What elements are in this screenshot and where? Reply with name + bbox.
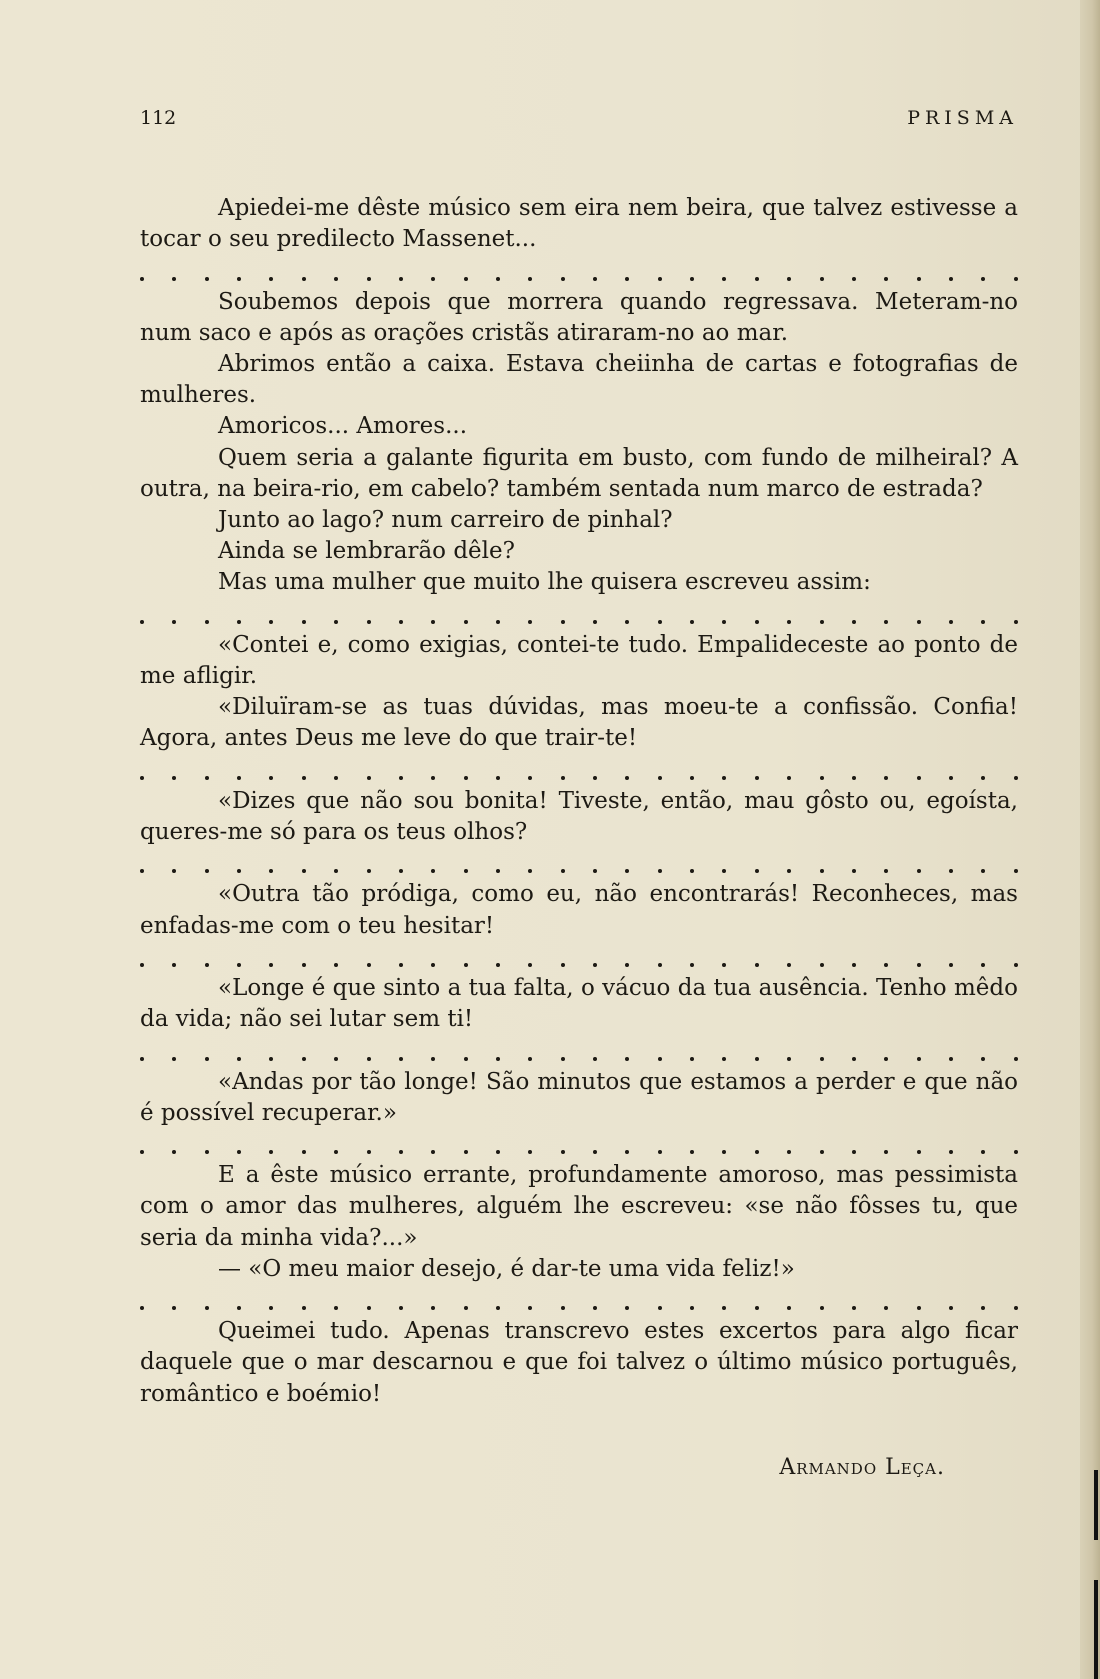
separator-dot: [917, 776, 921, 780]
running-title: PRISMA: [907, 107, 1018, 129]
separator-dot: [690, 869, 694, 873]
separator-dot: [690, 277, 694, 281]
separator-dot: [884, 620, 888, 624]
separator-dot: [690, 1150, 694, 1154]
separator-dot: [981, 869, 985, 873]
separator-dot: [140, 776, 144, 780]
separator-dot: [755, 1150, 759, 1154]
separator-dot: [981, 1306, 985, 1310]
separator-dot: [140, 620, 144, 624]
separator-dot: [917, 620, 921, 624]
separator-dot: [367, 620, 371, 624]
separator-dot: [593, 277, 597, 281]
separator-dot: [593, 1150, 597, 1154]
paragraph: Queimei tudo. Apenas transcrevo estes excertos para algo ficar daquele que o mar descarnou e que foi talvez o último músico português, romântico e boémio!: [140, 1318, 1018, 1407]
separator-dot: [561, 1306, 565, 1310]
separator-dot: [367, 1057, 371, 1061]
separator-dot: [140, 1150, 144, 1154]
separator-dot: [820, 1306, 824, 1310]
separator-dot: [205, 776, 209, 780]
separator-dot: [690, 1057, 694, 1061]
separator-dot: [302, 620, 306, 624]
paragraph: Junto ao lago? num carreiro de pinhal?: [218, 507, 673, 534]
paragraph: Apiedei-me dêste músico sem eira nem beira, que talvez estivesse a tocar o seu predilecto Massenet...: [140, 195, 1018, 253]
separator-dot: [658, 1306, 662, 1310]
separator-dot: [755, 1057, 759, 1061]
separator-dot: [755, 277, 759, 281]
separator-dot: [140, 869, 144, 873]
separator-dot: [237, 1150, 241, 1154]
separator-dot: [302, 963, 306, 967]
separator-dot: [722, 277, 726, 281]
separator-dot: [561, 963, 565, 967]
page-header: [140, 107, 1018, 135]
separator-dot: [496, 963, 500, 967]
separator-dot: [820, 1150, 824, 1154]
separator-dot: [722, 1057, 726, 1061]
separator-dot: [884, 277, 888, 281]
separator-dot: [787, 1057, 791, 1061]
separator-dot: [690, 963, 694, 967]
separator-dot: [464, 1306, 468, 1310]
separator-dot: [981, 776, 985, 780]
separator-dot: [334, 277, 338, 281]
author-signature: Armando Leça.: [779, 1455, 945, 1480]
separator-dot: [852, 776, 856, 780]
separator-dot: [593, 776, 597, 780]
separator-dot: [755, 1306, 759, 1310]
separator-dot: [949, 963, 953, 967]
separator-dot: [593, 620, 597, 624]
paragraph: Ainda se lembrarão dêle?: [218, 538, 515, 565]
separator-dot: [755, 776, 759, 780]
separator-dot: [1014, 963, 1018, 967]
separator-dot: [140, 1057, 144, 1061]
separator-dot: [334, 963, 338, 967]
separator-dot: [172, 1057, 176, 1061]
separator-dot: [399, 1150, 403, 1154]
separator-dot: [302, 277, 306, 281]
separator-dot: [981, 963, 985, 967]
separator-dot: [981, 620, 985, 624]
separator-dot: [496, 1306, 500, 1310]
separator-dot: [528, 277, 532, 281]
separator-dot: [949, 1057, 953, 1061]
paragraph: «Outra tão pródiga, como eu, não encontrarás! Reconheces, mas enfadas-me com o teu hesitar!: [140, 881, 1018, 939]
separator-dot: [658, 963, 662, 967]
separator-dot: [237, 963, 241, 967]
separator-dot: [496, 620, 500, 624]
separator-dot: [820, 963, 824, 967]
paragraph: «Dizes que não sou bonita! Tiveste, então, mau gôsto ou, egoísta, queres-me só para os teus olhos?: [140, 787, 1018, 846]
separator-dot: [528, 963, 532, 967]
separator-dot: [302, 776, 306, 780]
separator-dot: [431, 277, 435, 281]
separator-dot: [367, 1150, 371, 1154]
separator-dot: [496, 869, 500, 873]
separator-dot: [528, 869, 532, 873]
separator-dot: [852, 963, 856, 967]
ellipsis-separator: [140, 942, 1018, 973]
separator-dot: [722, 1150, 726, 1154]
separator-dot: [334, 776, 338, 780]
separator-dot: [205, 963, 209, 967]
separator-dot: [949, 776, 953, 780]
separator-dot: [367, 869, 371, 873]
separator-dot: [334, 1306, 338, 1310]
separator-dot: [269, 1306, 273, 1310]
separator-dot: [334, 1150, 338, 1154]
page-number: 112: [140, 107, 177, 129]
article-body: [140, 193, 1018, 1410]
separator-dot: [561, 776, 565, 780]
separator-dot: [464, 869, 468, 873]
separator-dot: [1014, 869, 1018, 873]
separator-dot: [787, 620, 791, 624]
separator-dot: [302, 1057, 306, 1061]
separator-dot: [561, 1150, 565, 1154]
separator-dot: [464, 776, 468, 780]
separator-dot: [722, 963, 726, 967]
separator-dot: [755, 963, 759, 967]
separator-dot: [722, 869, 726, 873]
separator-dot: [140, 1306, 144, 1310]
separator-dot: [1014, 620, 1018, 624]
separator-dot: [528, 1150, 532, 1154]
separator-dot: [625, 963, 629, 967]
separator-dot: [593, 1306, 597, 1310]
separator-dot: [367, 1306, 371, 1310]
separator-dot: [820, 277, 824, 281]
separator-dot: [820, 1057, 824, 1061]
separator-dot: [949, 277, 953, 281]
separator-dot: [820, 620, 824, 624]
separator-dot: [1014, 776, 1018, 780]
separator-dot: [205, 1150, 209, 1154]
ellipsis-separator: [140, 1035, 1018, 1066]
separator-dot: [981, 1057, 985, 1061]
separator-dot: [917, 963, 921, 967]
separator-dot: [949, 1150, 953, 1154]
separator-dot: [302, 1150, 306, 1154]
separator-dot: [399, 620, 403, 624]
separator-dot: [658, 620, 662, 624]
paragraph: — «O meu maior desejo, é dar-te uma vida feliz!»: [218, 1255, 795, 1282]
separator-dot: [625, 1150, 629, 1154]
separator-dot: [852, 869, 856, 873]
separator-dot: [205, 1057, 209, 1061]
paragraph: E a êste músico errante, profundamente amoroso, mas pessimista com o amor das mulheres, alguém lhe escreveu: «se não fôsses tu, que seria da minha vida?...»: [140, 1162, 1018, 1251]
separator-dot: [237, 277, 241, 281]
separator-dot: [917, 1306, 921, 1310]
separator-dot: [820, 869, 824, 873]
separator-dot: [399, 963, 403, 967]
separator-dot: [528, 1306, 532, 1310]
separator-dot: [625, 277, 629, 281]
separator-dot: [787, 1306, 791, 1310]
separator-dot: [269, 869, 273, 873]
separator-dot: [528, 776, 532, 780]
edge-mark: [1094, 1580, 1098, 1679]
separator-dot: [334, 869, 338, 873]
separator-dot: [787, 776, 791, 780]
separator-dot: [431, 869, 435, 873]
separator-dot: [852, 1150, 856, 1154]
separator-dot: [237, 1057, 241, 1061]
paragraph: «Longe é que sinto a tua falta, o vácuo da tua ausência. Tenho mêdo da vida; não sei lutar sem ti!: [140, 975, 1018, 1033]
separator-dot: [334, 620, 338, 624]
separator-dot: [140, 963, 144, 967]
separator-dot: [1014, 1306, 1018, 1310]
ellipsis-separator: [140, 1129, 1018, 1160]
separator-dot: [205, 277, 209, 281]
separator-dot: [820, 776, 824, 780]
separator-dot: [722, 620, 726, 624]
paragraph: «Diluïram-se as tuas dúvidas, mas moeu-te a confissão. Confia! Agora, antes Deus me leve do que trair-te!: [140, 694, 1018, 752]
separator-dot: [884, 1150, 888, 1154]
separator-dot: [884, 1306, 888, 1310]
separator-dot: [302, 869, 306, 873]
separator-dot: [593, 1057, 597, 1061]
separator-dot: [269, 963, 273, 967]
separator-dot: [464, 1150, 468, 1154]
separator-dot: [593, 963, 597, 967]
paragraph: «Andas por tão longe! São minutos que estamos a perder e que não é possível recuperar.»: [140, 1068, 1018, 1126]
separator-dot: [852, 277, 856, 281]
separator-dot: [755, 620, 759, 624]
separator-dot: [852, 620, 856, 624]
separator-dot: [1014, 1057, 1018, 1061]
separator-dot: [237, 776, 241, 780]
separator-dot: [1014, 277, 1018, 281]
separator-dot: [561, 1057, 565, 1061]
separator-dot: [528, 1057, 532, 1061]
paragraph: Abrimos então a caixa. Estava cheiinha de cartas e fotografias de mulheres.: [140, 351, 1018, 409]
separator-dot: [399, 1306, 403, 1310]
separator-dot: [464, 277, 468, 281]
separator-dot: [981, 1150, 985, 1154]
separator-dot: [593, 869, 597, 873]
separator-dot: [917, 1057, 921, 1061]
separator-dot: [269, 277, 273, 281]
separator-dot: [431, 963, 435, 967]
edge-mark: [1094, 1470, 1098, 1540]
separator-dot: [658, 1057, 662, 1061]
separator-dot: [464, 963, 468, 967]
separator-dot: [787, 1150, 791, 1154]
separator-dot: [399, 277, 403, 281]
separator-dot: [399, 776, 403, 780]
separator-dot: [464, 1057, 468, 1061]
separator-dot: [172, 277, 176, 281]
separator-dot: [399, 1057, 403, 1061]
separator-dot: [949, 620, 953, 624]
page-edge: [1080, 0, 1100, 1679]
separator-dot: [625, 1306, 629, 1310]
ellipsis-separator: [140, 255, 1018, 286]
separator-dot: [269, 776, 273, 780]
separator-dot: [917, 1150, 921, 1154]
separator-dot: [367, 776, 371, 780]
separator-dot: [917, 869, 921, 873]
separator-dot: [172, 620, 176, 624]
separator-dot: [755, 869, 759, 873]
separator-dot: [172, 963, 176, 967]
separator-dot: [172, 1306, 176, 1310]
separator-dot: [690, 776, 694, 780]
separator-dot: [690, 1306, 694, 1310]
separator-dot: [884, 1057, 888, 1061]
separator-dot: [561, 620, 565, 624]
separator-dot: [269, 1150, 273, 1154]
separator-dot: [237, 1306, 241, 1310]
separator-dot: [431, 1150, 435, 1154]
separator-dot: [625, 776, 629, 780]
separator-dot: [496, 277, 500, 281]
separator-dot: [205, 1306, 209, 1310]
separator-dot: [496, 776, 500, 780]
separator-dot: [302, 1306, 306, 1310]
separator-dot: [561, 277, 565, 281]
separator-dot: [658, 869, 662, 873]
separator-dot: [528, 620, 532, 624]
separator-dot: [625, 869, 629, 873]
separator-dot: [658, 776, 662, 780]
separator-dot: [496, 1057, 500, 1061]
separator-dot: [787, 869, 791, 873]
separator-dot: [658, 277, 662, 281]
separator-dot: [787, 963, 791, 967]
separator-dot: [431, 1306, 435, 1310]
separator-dot: [399, 869, 403, 873]
separator-dot: [431, 620, 435, 624]
separator-dot: [334, 1057, 338, 1061]
separator-dot: [205, 869, 209, 873]
paragraph: Soubemos depois que morrera quando regressava. Meteram-no num saco e após as orações cristãs atiraram-no ao mar.: [140, 288, 1018, 346]
separator-dot: [172, 1150, 176, 1154]
separator-dot: [949, 869, 953, 873]
paragraph: «Contei e, como exigias, contei-te tudo. Empalideceste ao ponto de me afligir.: [140, 631, 1018, 690]
separator-dot: [431, 776, 435, 780]
paragraph: Amoricos... Amores...: [218, 413, 468, 440]
separator-dot: [237, 620, 241, 624]
separator-dot: [981, 277, 985, 281]
separator-dot: [269, 620, 273, 624]
separator-dot: [172, 869, 176, 873]
separator-dot: [852, 1306, 856, 1310]
separator-dot: [884, 776, 888, 780]
separator-dot: [625, 620, 629, 624]
separator-dot: [367, 963, 371, 967]
separator-dot: [949, 1306, 953, 1310]
separator-dot: [205, 620, 209, 624]
ellipsis-separator: [140, 1285, 1018, 1316]
separator-dot: [917, 277, 921, 281]
separator-dot: [237, 869, 241, 873]
separator-dot: [884, 869, 888, 873]
separator-dot: [722, 1306, 726, 1310]
separator-dot: [561, 869, 565, 873]
separator-dot: [367, 277, 371, 281]
ellipsis-separator: [140, 599, 1018, 630]
paragraph: Quem seria a galante figurita em busto, com fundo de milheiral? A outra, na beira-rio, em cabelo? também sentada num marco de estrada?: [140, 444, 1018, 502]
separator-dot: [690, 620, 694, 624]
separator-dot: [722, 776, 726, 780]
ellipsis-separator: [140, 848, 1018, 879]
separator-dot: [269, 1057, 273, 1061]
separator-dot: [625, 1057, 629, 1061]
separator-dot: [884, 963, 888, 967]
separator-dot: [464, 620, 468, 624]
separator-dot: [1014, 1150, 1018, 1154]
separator-dot: [431, 1057, 435, 1061]
separator-dot: [172, 776, 176, 780]
separator-dot: [496, 1150, 500, 1154]
separator-dot: [140, 277, 144, 281]
paragraph: Mas uma mulher que muito lhe quisera escreveu assim:: [218, 569, 871, 596]
separator-dot: [658, 1150, 662, 1154]
separator-dot: [852, 1057, 856, 1061]
separator-dot: [787, 277, 791, 281]
ellipsis-separator: [140, 755, 1018, 786]
